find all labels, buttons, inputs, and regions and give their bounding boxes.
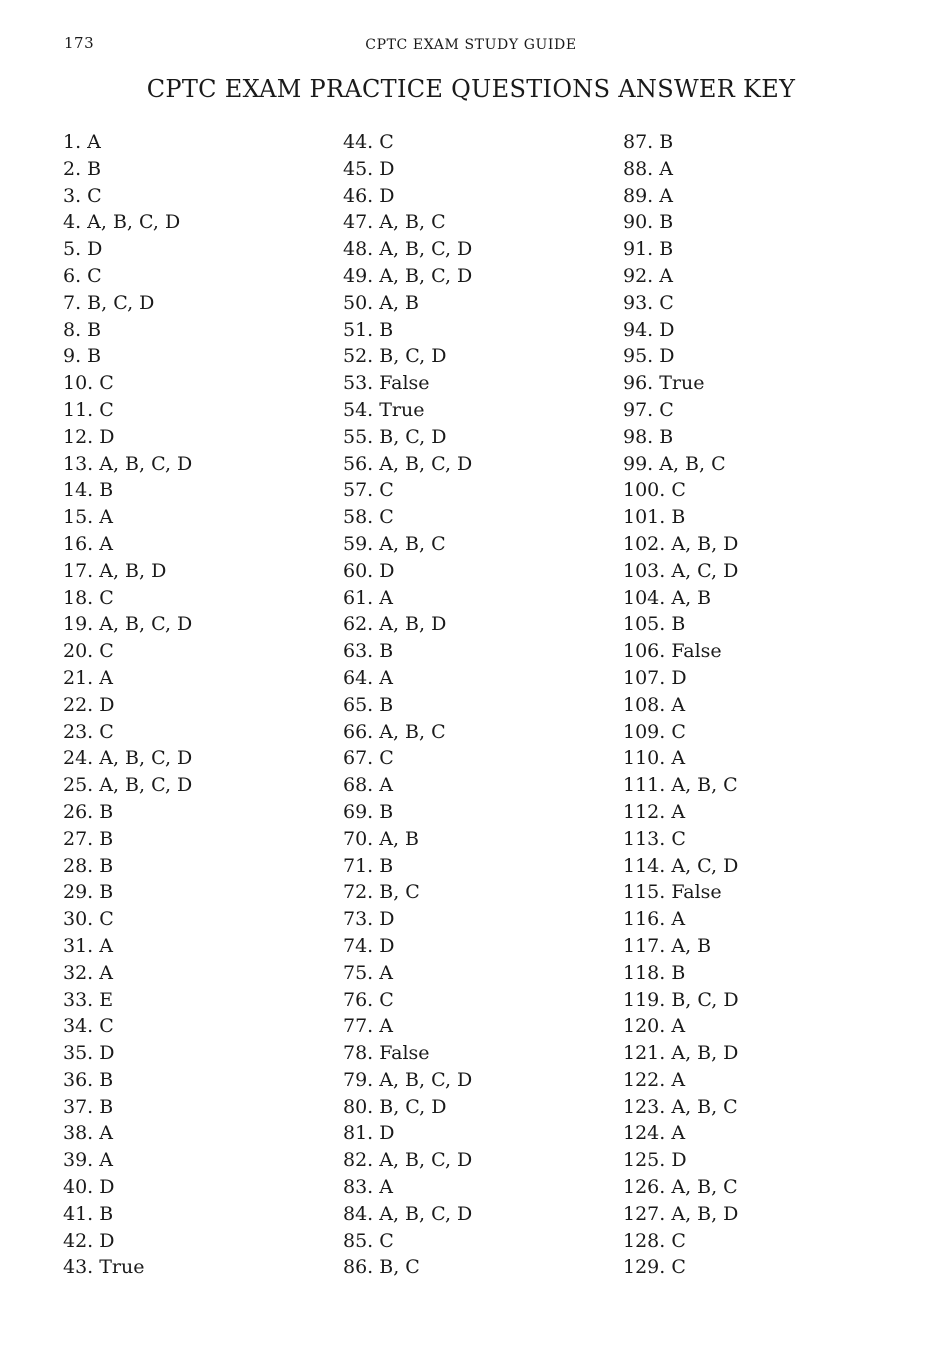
answer-item: 50. A, B (343, 291, 420, 314)
answer-item: 60. D (343, 559, 395, 582)
answer-item: 91. B (623, 238, 674, 261)
answer-item: 17. A, B, D (63, 559, 167, 582)
answer-item: 31. A (63, 934, 113, 957)
answer-item: 48. A, B, C, D (343, 238, 473, 261)
answer-item: 124. A (623, 1122, 686, 1145)
answer-item: 5. D (63, 238, 103, 261)
answer-item: 3. C (63, 184, 102, 207)
answer-item: 47. A, B, C (343, 211, 446, 234)
answer-item: 123. A, B, C (623, 1095, 738, 1118)
answer-item: 129. C (623, 1256, 686, 1279)
answer-item: 101. B (623, 506, 686, 529)
answer-item: 69. B (343, 800, 394, 823)
answer-item: 113. C (623, 827, 686, 850)
answer-item: 51. B (343, 318, 394, 341)
answer-item: 34. C (63, 1015, 114, 1038)
answer-item: 21. A (63, 666, 113, 689)
answer-item: 39. A (63, 1149, 113, 1172)
answer-item: 4. A, B, C, D (63, 211, 181, 234)
answer-item: 30. C (63, 908, 114, 931)
answer-item: 70. A, B (343, 827, 420, 850)
answer-item: 59. A, B, C (343, 532, 446, 555)
answer-item: 100. C (623, 479, 686, 502)
answer-item: 120. A (623, 1015, 686, 1038)
answer-item: 56. A, B, C, D (343, 452, 473, 475)
answer-item: 117. A, B (623, 934, 712, 957)
answer-item: 1. A (63, 131, 101, 153)
answer-item: 23. C (63, 720, 114, 743)
answer-item: 44. C (343, 131, 394, 153)
answer-item: 25. A, B, C, D (63, 774, 193, 797)
answer-item: 16. A (63, 532, 113, 555)
answer-item: 66. A, B, C (343, 720, 446, 743)
answer-item: 93. C (623, 291, 674, 314)
answer-item: 8. B (63, 318, 102, 341)
answer-item: 19. A, B, C, D (63, 613, 193, 636)
page-title: CPTC EXAM PRACTICE QUESTIONS ANSWER KEY (146, 75, 796, 103)
answer-item: 92. A (623, 264, 673, 287)
answer-item: 106. False (623, 640, 722, 663)
answer-item: 84. A, B, C, D (343, 1202, 473, 1225)
answer-item: 63. B (343, 640, 394, 663)
answer-item: 108. A (623, 693, 686, 716)
answer-item: 14. B (63, 479, 114, 502)
answer-item: 83. A (343, 1176, 393, 1199)
answer-item: 32. A (63, 961, 113, 984)
answer-item: 58. C (343, 506, 394, 529)
answer-column-3 (623, 129, 739, 1281)
answer-item: 116. A (623, 908, 686, 931)
answer-item: 103. A, C, D (623, 559, 739, 582)
answer-item: 87. B (623, 131, 674, 153)
answer-item: 42. D (63, 1229, 115, 1252)
answer-item: 40. D (63, 1176, 115, 1199)
running-header: CPTC EXAM STUDY GUIDE (365, 37, 577, 53)
answer-item: 118. B (623, 961, 686, 984)
answer-item: 64. A (343, 666, 393, 689)
answer-item: 105. B (623, 613, 686, 636)
answer-item: 72. B, C (343, 881, 420, 904)
answer-item: 121. A, B, D (623, 1042, 739, 1065)
answer-item: 112. A (623, 800, 686, 823)
answer-item: 98. B (623, 425, 674, 448)
answer-item: 36. B (63, 1068, 114, 1091)
answer-item: 43. True (63, 1256, 145, 1279)
answer-item: 61. A (343, 586, 393, 609)
answer-item: 65. B (343, 693, 394, 716)
answer-item: 15. A (63, 506, 113, 529)
answer-item: 77. A (343, 1015, 393, 1038)
answer-item: 119. B, C, D (623, 988, 739, 1011)
answer-item: 78. False (343, 1042, 430, 1065)
answer-item: 27. B (63, 827, 114, 850)
answer-item: 74. D (343, 934, 395, 957)
answer-item: 127. A, B, D (623, 1202, 739, 1225)
answer-item: 111. A, B, C (623, 774, 738, 797)
answer-column-2 (343, 129, 472, 1281)
answer-item: 13. A, B, C, D (63, 452, 193, 475)
answer-item: 128. C (623, 1229, 686, 1252)
answer-item: 22. D (63, 693, 115, 716)
answer-item: 88. A (623, 157, 673, 180)
answer-item: 46. D (343, 184, 395, 207)
answer-item: 80. B, C, D (343, 1095, 447, 1118)
answer-item: 68. A (343, 774, 393, 797)
answer-item: 18. C (63, 586, 114, 609)
answer-item: 29. B (63, 881, 114, 904)
answer-item: 71. B (343, 854, 394, 877)
answer-item: 79. A, B, C, D (343, 1068, 473, 1091)
answer-item: 57. C (343, 479, 394, 502)
answer-item: 96. True (623, 372, 705, 395)
page-number: 173 (64, 34, 95, 52)
answer-item: 89. A (623, 184, 673, 207)
answer-item: 11. C (63, 398, 114, 421)
answer-item: 37. B (63, 1095, 114, 1118)
answer-item: 90. B (623, 211, 674, 234)
answer-item: 109. C (623, 720, 686, 743)
answer-item: 75. A (343, 961, 393, 984)
answer-item: 99. A, B, C (623, 452, 726, 475)
answer-item: 86. B, C (343, 1256, 420, 1279)
answer-item: 62. A, B, D (343, 613, 447, 636)
answer-item: 52. B, C, D (343, 345, 447, 368)
answer-item: 81. D (343, 1122, 395, 1145)
answer-item: 125. D (623, 1149, 687, 1172)
answer-item: 9. B (63, 345, 102, 368)
answer-item: 107. D (623, 666, 687, 689)
answer-item: 76. C (343, 988, 394, 1011)
answer-item: 97. C (623, 398, 674, 421)
answer-item: 82. A, B, C, D (343, 1149, 473, 1172)
answer-item: 45. D (343, 157, 395, 180)
answer-item: 49. A, B, C, D (343, 264, 473, 287)
answer-item: 94. D (623, 318, 675, 341)
answer-item: 95. D (623, 345, 675, 368)
answer-item: 28. B (63, 854, 114, 877)
answer-column-1 (63, 129, 192, 1281)
answer-item: 126. A, B, C (623, 1176, 738, 1199)
answer-item: 24. A, B, C, D (63, 747, 193, 770)
answer-item: 6. C (63, 264, 102, 287)
answer-item: 10. C (63, 372, 114, 395)
answer-item: 102. A, B, D (623, 532, 739, 555)
answer-item: 33. E (63, 988, 114, 1011)
answer-item: 55. B, C, D (343, 425, 447, 448)
answer-item: 26. B (63, 800, 114, 823)
answer-item: 20. C (63, 640, 114, 663)
answer-item: 85. C (343, 1229, 394, 1252)
answer-item: 122. A (623, 1068, 686, 1091)
answer-item: 54. True (343, 398, 425, 421)
answer-item: 38. A (63, 1122, 113, 1145)
answer-item: 35. D (63, 1042, 115, 1065)
answer-item: 7. B, C, D (63, 291, 155, 314)
answer-item: 110. A (623, 747, 686, 770)
answer-item: 114. A, C, D (623, 854, 739, 877)
answer-item: 2. B (63, 157, 102, 180)
answer-item: 115. False (623, 881, 722, 904)
answer-item: 104. A, B (623, 586, 712, 609)
answer-item: 12. D (63, 425, 115, 448)
answer-item: 73. D (343, 908, 395, 931)
answer-item: 67. C (343, 747, 394, 770)
answer-item: 41. B (63, 1202, 114, 1225)
answer-item: 53. False (343, 372, 430, 395)
